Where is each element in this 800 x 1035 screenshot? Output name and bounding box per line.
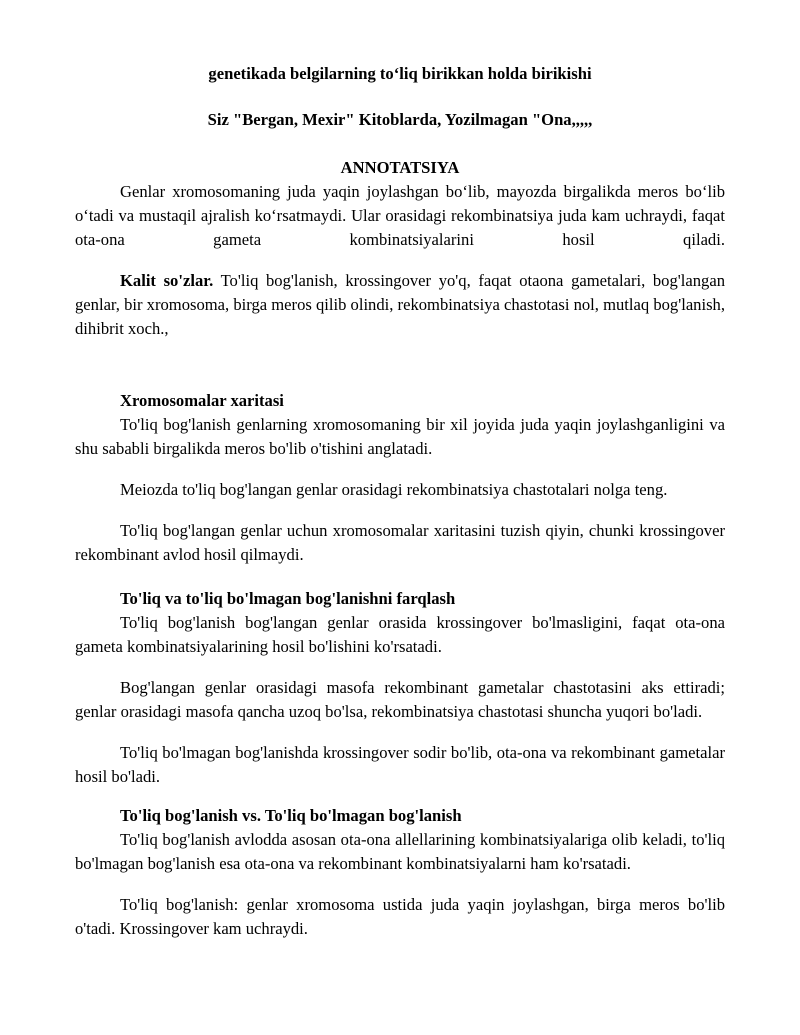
section-3-paragraph-1: To'liq bog'lanish avlodda asosan ota-ona allellarining kombinatsiyalariga olib keladi, to'liq bo'lmagan bog'lanish esa ota-ona va rekombinant kombinatsiyalarni ham ko'rsatadi. [75,830,725,873]
section-1-paragraph-3: To'liq bog'langan genlar uchun xromosomalar xaritasini tuzish qiyin, chunki krossingover rekombinant avlod hosil qilmaydi. [75,521,725,564]
annotation-paragraph: Genlar xromosomaning juda yaqin joylashgan bo‘lib, mayozda birgalikda meros bo‘lib o‘tadi va mustaqil ajralish ko‘rsatmaydi. Ular orasidagi rekombinatsiya juda kam uchraydi, faqat ota-ona gameta kombinatsiyalarini hosil qiladi. [75,182,725,249]
section-2-paragraph-1: To'liq bog'lanish bog'langan genlar orasida krossingover bo'lmasligini, faqat ota-ona gameta kombinatsiyalarining hosil bo'lishini ko'rsatadi. [75,613,725,656]
section-heading-linkage-distinction: To'liq va to'liq bo'lmagan bog'lanishni farqlash [120,589,456,608]
section-3-paragraph-2: To'liq bog'lanish: genlar xromosoma ustida juda yaqin joylashgan, birga meros bo'lib o'tadi. Krossingover kam uchraydi. [75,895,725,938]
annotation-heading: ANNOTATSIYA [340,158,460,177]
section-2-paragraph-2: Bog'langan genlar orasidagi masofa rekombinant gametalar chastotasini aks ettiradi; genlar orasidagi masofa qancha uzoq bo'lsa, rekombinatsiya chastotasi shuncha yuqori bo'ladi. [75,678,725,721]
section-1-paragraph-2: Meiozda to'liq bog'langan genlar orasidagi rekombinatsiya chastotalari nolga teng. [120,480,668,499]
section-heading-complete-vs-incomplete: To'liq bog'lanish vs. To'liq bo'lmagan bog'lanish [120,806,462,825]
section-2-paragraph-3: To'liq bo'lmagan bog'lanishda krossingover sodir bo'lib, ota-ona va rekombinant gametalar hosil bo'ladi. [75,743,725,786]
document-title: genetikada belgilarning to‘liq birikkan holda birikishi [208,64,592,83]
section-heading-chromosome-maps: Xromosomalar xaritasi [120,391,284,410]
keywords-paragraph [75,269,725,341]
section-1-paragraph-1: To'liq bog'lanish genlarning xromosomaning bir xil joyida juda yaqin joylashganligini va shu sababli birgalikda meros bo'lib o'tishini anglatadi. [75,415,725,458]
keywords-label: Kalit so'zlar. [120,271,214,290]
keywords-text: To'liq bog'lanish, krossingover yo'q, faqat otaona gametalari, bog'langan genlar, bir xromosoma, birga meros qilib olindi, rekombinatsiya chastotasi nol, mutlaq bog'lanish, dihibrit xoch., [75,271,725,338]
document-subtitle: Siz "Bergan, Mexir" Kitoblarda, Yozilmagan "Ona,,,,, [207,110,593,129]
